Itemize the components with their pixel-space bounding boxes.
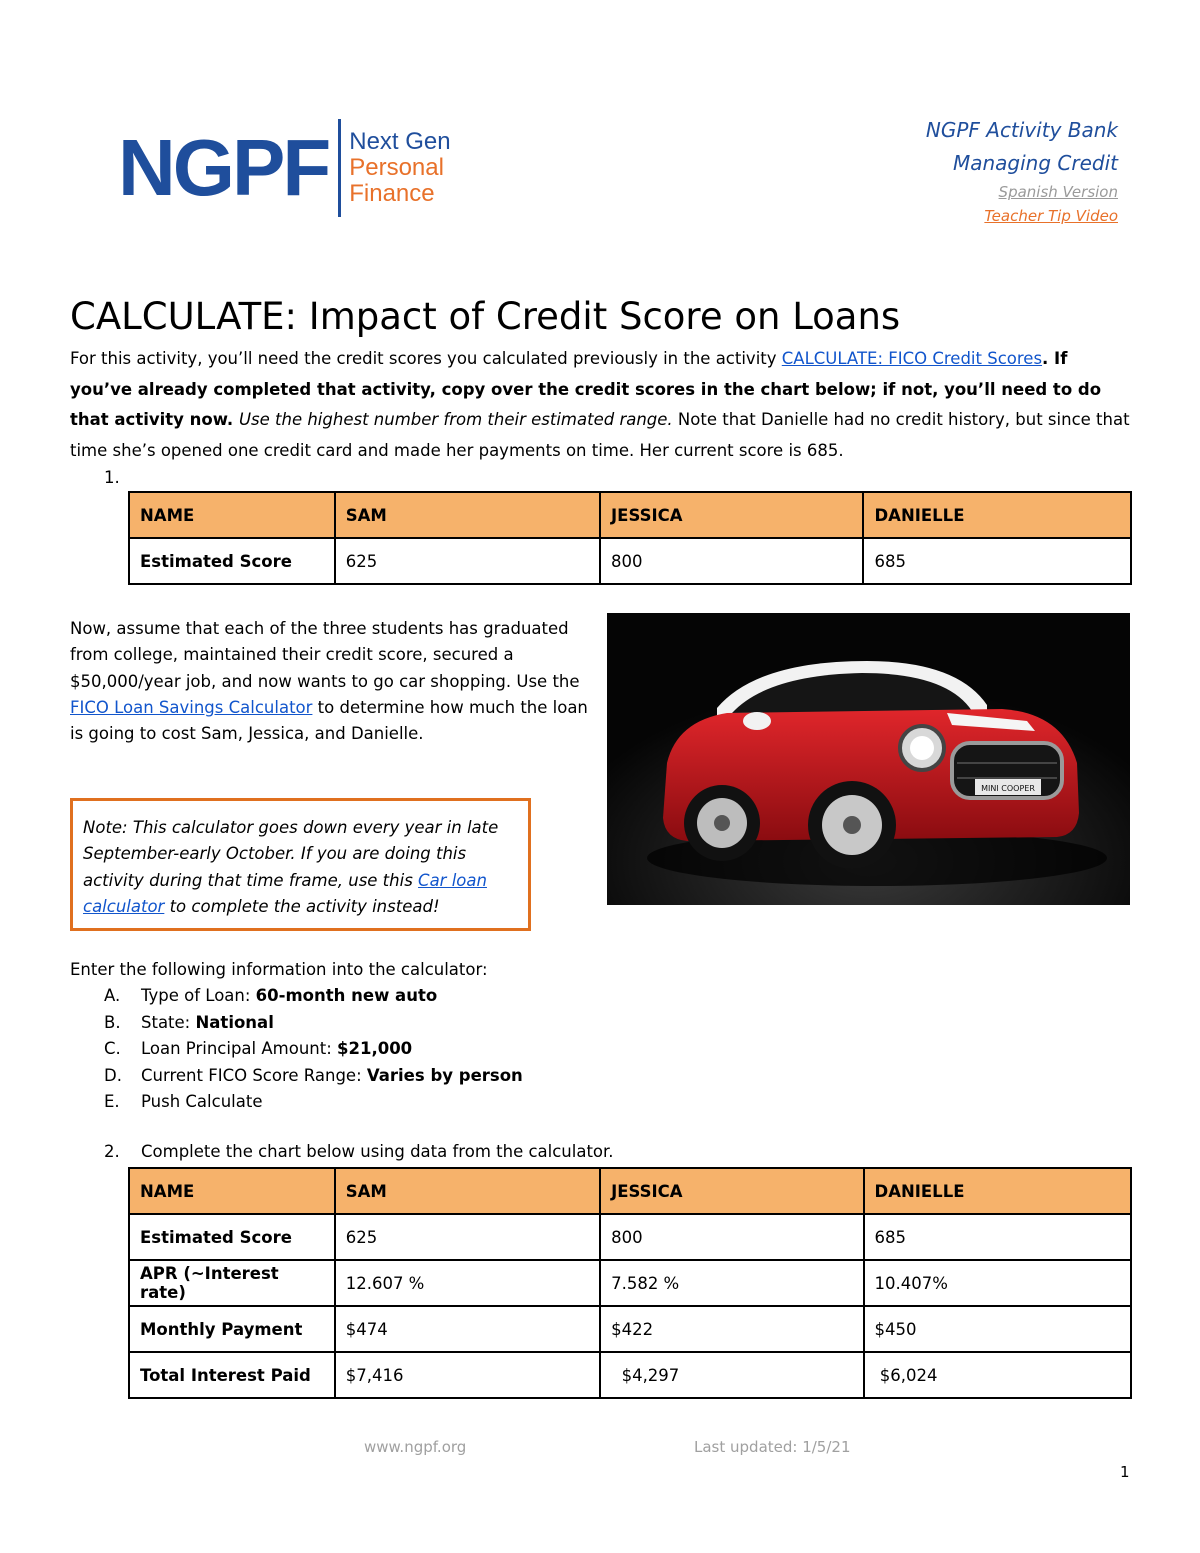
note-text-2: to complete the activity instead!: [164, 896, 440, 916]
calculator-steps-list: [104, 983, 523, 1116]
page-number: 1: [1120, 1463, 1130, 1481]
row-label: Monthly Payment: [129, 1306, 335, 1352]
list-item: [104, 983, 523, 1010]
mini-cooper-image: [607, 613, 1130, 905]
step-value: National: [195, 1012, 274, 1032]
table-cell[interactable]: $422: [600, 1306, 863, 1352]
intro-text-3: Note that Danielle had no credit history, but since that time she’s opened one credit card and made her payments on time. Her current score is 685.: [70, 410, 1130, 460]
step-label: Loan Principal Amount:: [141, 1039, 338, 1058]
logo-divider: [338, 119, 341, 217]
car-shopping-paragraph: [70, 616, 600, 747]
row-label: Total Interest Paid: [129, 1352, 335, 1398]
question-2: [104, 1142, 614, 1161]
table-cell[interactable]: 685: [864, 1214, 1132, 1260]
note-text-1: Note: This calculator goes down every year in late September-early October. If you are doing this activity during that time frame, use this: [83, 818, 499, 890]
intro-paragraph: [70, 344, 1132, 466]
list-item: [104, 1036, 523, 1063]
page-title: CALCULATE: Impact of Credit Score on Loans: [70, 295, 901, 338]
header-cell: NAME: [129, 1168, 335, 1214]
header-cell: DANIELLE: [864, 1168, 1132, 1214]
table-cell[interactable]: $4,297: [600, 1352, 863, 1398]
row-label: Estimated Score: [129, 538, 335, 584]
intro-italic: Use the highest number from their estimated range.: [238, 410, 673, 429]
table-row: [129, 538, 1131, 584]
intro-text-2: . If you’ve already completed that activity, copy over the credit scores in the chart below; if not, you’ll need to do that activity now.: [70, 349, 1102, 429]
table-cell[interactable]: 625: [335, 538, 600, 584]
table-cell[interactable]: $474: [335, 1306, 600, 1352]
header-cell: SAM: [335, 1168, 600, 1214]
table-cell[interactable]: 7.582 %: [600, 1260, 863, 1306]
table-cell[interactable]: $7,416: [335, 1352, 600, 1398]
instructions-intro: Enter the following information into the calculator:: [70, 960, 488, 979]
spanish-version-link[interactable]: Spanish Version: [998, 183, 1118, 201]
table-cell[interactable]: 12.607 %: [335, 1260, 600, 1306]
intro-text-1: For this activity, you’ll need the credit scores you calculated previously in the activity: [70, 349, 782, 368]
table-cell[interactable]: $450: [864, 1306, 1132, 1352]
list-item: [104, 1063, 523, 1090]
question-2-text: Complete the chart below using data from the calculator.: [141, 1142, 614, 1161]
credit-score-table: [128, 491, 1132, 585]
step-letter: B.: [104, 1012, 121, 1032]
fico-loan-savings-calculator-link[interactable]: FICO Loan Savings Calculator: [70, 697, 313, 717]
car-text-2: to determine how much the loan is going to cost Sam, Jessica, and Danielle.: [70, 697, 588, 744]
step-letter: C.: [104, 1039, 121, 1058]
table-row: [129, 1214, 1131, 1260]
header-cell: NAME: [129, 492, 335, 538]
logo-line-2: Personal: [349, 154, 444, 181]
car-loan-calculator-link[interactable]: Car loan calculator: [83, 870, 487, 916]
header-cell: JESSICA: [600, 492, 863, 538]
header-cell: DANIELLE: [863, 492, 1131, 538]
topic-label: Managing Credit: [952, 151, 1118, 175]
fico-credit-scores-link[interactable]: CALCULATE: FICO Credit Scores: [781, 349, 1043, 368]
step-label: Push Calculate: [141, 1092, 263, 1111]
logo-line-1: Next Gen: [349, 128, 451, 155]
footer-last-updated: Last updated: 1/5/21: [694, 1438, 851, 1456]
table-cell[interactable]: 685: [863, 538, 1131, 584]
table-cell[interactable]: 10.407%: [864, 1260, 1132, 1306]
table-cell[interactable]: $6,024: [864, 1352, 1132, 1398]
loan-comparison-table: [128, 1167, 1132, 1399]
logo-mark: NGPF: [118, 123, 329, 212]
calculator-note-box: [70, 798, 531, 931]
list-item: [104, 1089, 523, 1116]
table-row: [129, 1306, 1131, 1352]
step-letter: D.: [104, 1065, 122, 1085]
question-2-number: 2.: [104, 1142, 120, 1161]
step-label: Current FICO Score Range:: [141, 1065, 367, 1085]
table-row: [129, 1260, 1131, 1306]
step-value: $21,000: [337, 1039, 413, 1058]
step-label: State:: [141, 1012, 196, 1032]
step-value: Varies by person: [366, 1065, 523, 1085]
table-cell[interactable]: 800: [600, 538, 863, 584]
activity-bank-label: NGPF Activity Bank: [925, 118, 1118, 142]
table-header-row: [129, 492, 1131, 538]
step-letter: E.: [104, 1092, 120, 1111]
car-illustration: [607, 613, 1130, 905]
car-text-1: Now, assume that each of the three students has graduated from college, maintained their credit score, secured a $50,000/year job, and now wants to go car shopping. Use the: [70, 619, 580, 691]
table-row: [129, 1352, 1131, 1398]
ngpf-logo: [118, 118, 451, 218]
list-item: [104, 1010, 523, 1037]
table-cell[interactable]: 625: [335, 1214, 600, 1260]
header-info: [926, 114, 1118, 228]
row-label: Estimated Score: [129, 1214, 335, 1260]
license-plate-text: MINI COOPER: [981, 784, 1035, 793]
step-label: Type of Loan:: [141, 986, 256, 1005]
header-cell: SAM: [335, 492, 600, 538]
logo-wordmark: [349, 129, 450, 207]
footer-url: www.ngpf.org: [364, 1438, 467, 1456]
question-1-number: 1.: [104, 468, 120, 487]
logo-line-3: Finance: [349, 180, 435, 207]
step-value: 60-month new auto: [255, 986, 438, 1005]
teacher-tip-video-link[interactable]: Teacher Tip Video: [984, 207, 1118, 225]
header-cell: JESSICA: [600, 1168, 863, 1214]
table-cell[interactable]: 800: [600, 1214, 863, 1260]
table-header-row: [129, 1168, 1131, 1214]
row-label: APR (~Interest rate): [129, 1260, 335, 1306]
step-letter: A.: [104, 986, 121, 1005]
